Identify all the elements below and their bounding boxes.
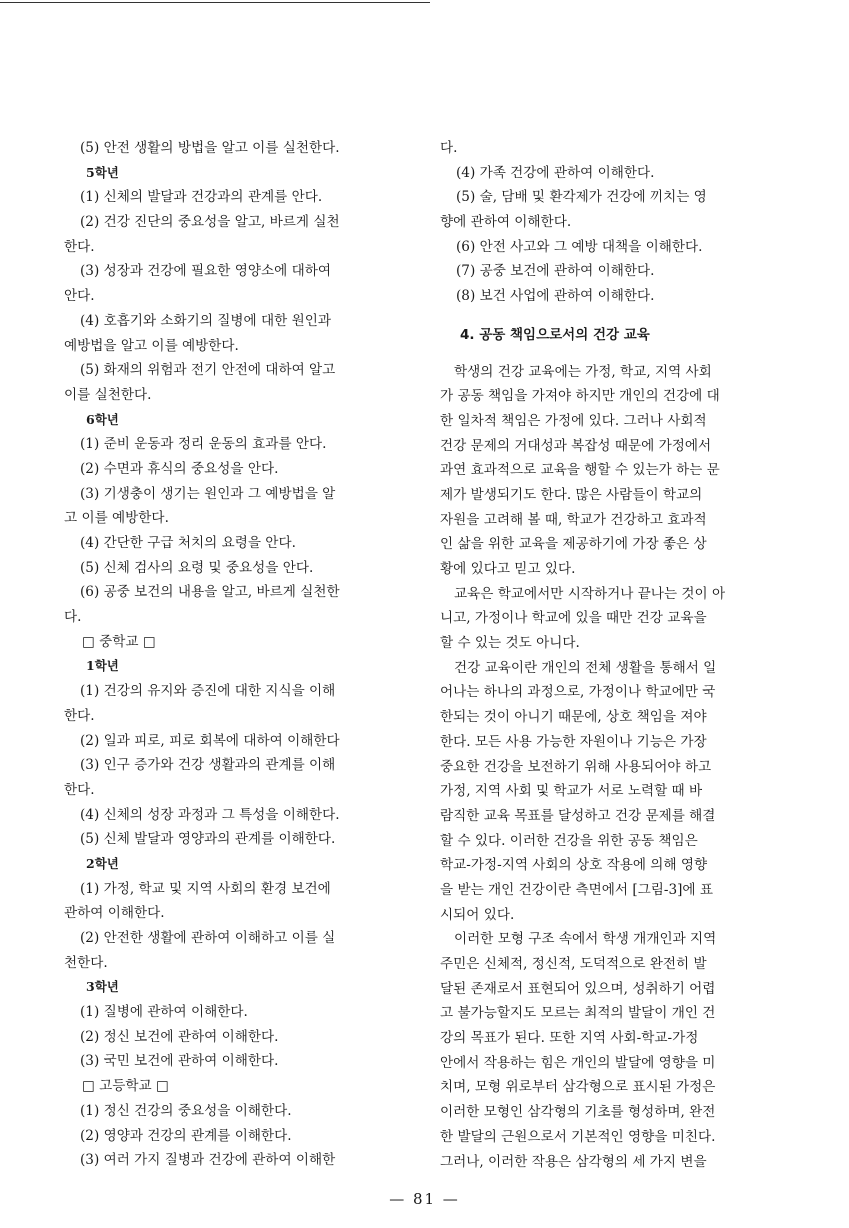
right-column xyxy=(440,136,782,1174)
text-line: 제가 발생되기도 한다. 많은 사람들이 학교의 xyxy=(440,486,703,503)
text-line: (1) 신체의 발달과 건강과의 관계를 안다. xyxy=(80,189,323,206)
text-line: 고 이를 예방한다. xyxy=(64,510,169,527)
text-line: 주민은 신체적, 정신적, 도덕적으로 완전히 발 xyxy=(440,956,707,972)
text-line: (5) 신체 발달과 영양과의 관계를 이해한다. xyxy=(80,831,336,848)
text-line: (8) 보건 사업에 관하여 이해한다. xyxy=(456,288,655,305)
text-line: (4) 가족 건강에 관하여 이해한다. xyxy=(456,164,655,181)
text-line: 한 일차적 책임은 가정에 있다. 그러나 사회적 xyxy=(440,412,707,429)
section-heading: 4. 공동 책임으로서의 건강 교육 xyxy=(460,326,650,343)
text-line: 시되어 있다. xyxy=(440,906,515,923)
text-line: 달된 존재로서 표현되어 있으며, 성취하기 어렵 xyxy=(440,980,716,997)
text-line: (3) 국민 보건에 관하여 이해한다. xyxy=(80,1053,279,1070)
grade-heading: 1학년 xyxy=(86,658,119,674)
text-line: (6) 공중 보건의 내용을 알고, 바르게 실천한 xyxy=(80,584,340,601)
text-line: (1) 질병에 관하여 이해한다. xyxy=(80,1004,248,1021)
text-line: 인 삶을 위한 교육을 제공하기에 가장 좋은 상 xyxy=(440,536,707,553)
text-line: 한다. xyxy=(64,707,95,724)
text-line: (2) 안전한 생활에 관하여 이해하고 이를 실 xyxy=(80,930,336,946)
text-line: 이를 실천한다. xyxy=(64,386,152,403)
text-line: 한되는 것이 아니기 때문에, 상호 책임을 져야 xyxy=(440,709,707,726)
text-line: 을 받는 개인 건강이란 측면에서 [그림-3]에 표 xyxy=(440,881,714,898)
text-line: 학교-가정-지역 사회의 상호 작용에 의해 영향 xyxy=(440,857,708,874)
text-line: (7) 공중 보건에 관하여 이해한다. xyxy=(456,263,655,280)
page-number: — 81 — xyxy=(389,1190,460,1208)
text-line: (4) 호흡기와 소화기의 질병에 대한 원인과 xyxy=(80,312,331,329)
text-line: (4) 간단한 구급 처치의 요령을 안다. xyxy=(80,535,296,551)
text-line: 다. xyxy=(64,609,82,626)
text-line: 천한다. xyxy=(64,954,108,971)
grade-heading: 3학년 xyxy=(86,979,119,995)
text-line: (3) 인구 증가와 건강 생활과의 관계를 이해 xyxy=(80,757,336,774)
text-line: (4) 신체의 성장 과정과 그 특성을 이해한다. xyxy=(80,806,340,823)
text-line: 교육은 학교에서만 시작하거나 끝나는 것이 아 xyxy=(454,585,726,602)
text-line: 가정, 지역 사회 및 학교가 서로 노력할 때 바 xyxy=(440,783,703,800)
text-line: (2) 건강 진단의 중요성을 알고, 바르게 실천 xyxy=(80,214,340,231)
text-line: 한 발달의 근원으로서 기본적인 영향을 미친다. xyxy=(440,1128,716,1145)
left-column xyxy=(64,136,416,1173)
text-line: 안에서 작용하는 힘은 개인의 발달에 영향을 미 xyxy=(440,1054,716,1071)
text-line: (1) 가정, 학교 및 지역 사회의 환경 보건에 xyxy=(80,880,331,897)
text-line: (2) 영양과 건강의 관계를 이해한다. xyxy=(80,1127,292,1144)
text-line: 안다. xyxy=(64,288,95,305)
text-line: 황에 있다고 믿고 있다. xyxy=(440,561,576,577)
school-heading: □ 고등학교 □ xyxy=(82,1078,169,1095)
text-line: 그러나, 이러한 작용은 삼각형의 세 가지 변을 xyxy=(440,1153,707,1170)
text-line: 중요한 건강을 보전하기 위해 사용되어야 하고 xyxy=(440,758,712,775)
text-line: 할 수 있는 것도 아니다. xyxy=(440,635,580,652)
text-line: 강의 목표가 된다. 또한 지역 사회-학교-가정 xyxy=(440,1030,699,1047)
text-line: (1) 건강의 유지와 증진에 대한 지식을 이해 xyxy=(80,683,336,700)
text-line: 자원을 고려해 볼 때, 학교가 건강하고 효과적 xyxy=(440,511,707,528)
text-line: (1) 준비 운동과 정리 운동의 효과를 안다. xyxy=(80,436,327,453)
top-rule xyxy=(0,2,430,3)
text-line: (2) 수면과 휴식의 중요성을 안다. xyxy=(80,460,279,477)
text-line: (3) 여러 가지 질병과 건강에 관하여 이해한 xyxy=(80,1152,336,1169)
text-line: 향에 관하여 이해한다. xyxy=(440,214,572,231)
grade-heading: 6학년 xyxy=(86,411,119,427)
text-line: (5) 화재의 위험과 전기 안전에 대하여 알고 xyxy=(80,362,336,379)
text-line: (2) 정신 보건에 관하여 이해한다. xyxy=(80,1028,279,1045)
text-line: (5) 신체 검사의 요령 및 중요성을 안다. xyxy=(80,559,314,576)
text-line: 니고, 가정이나 학교에 있을 때만 건강 교육을 xyxy=(440,610,707,627)
text-line: (5) 술, 담배 및 환각제가 건강에 끼치는 영 xyxy=(456,189,707,206)
text-line: (3) 성장과 건강에 필요한 영양소에 대하여 xyxy=(80,263,331,280)
text-line: 람직한 교육 목표를 달성하고 건강 문제를 해결 xyxy=(440,807,716,824)
grade-heading: 5학년 xyxy=(86,164,119,180)
text-line: (1) 정신 건강의 중요성을 이해한다. xyxy=(80,1102,292,1119)
text-line: 건강 문제의 거대성과 복잡성 때문에 가정에서 xyxy=(440,437,712,454)
text-line: 다. xyxy=(440,140,458,156)
text-line: 이러한 모형 구조 속에서 학생 개개인과 지역 xyxy=(454,931,717,948)
text-line: 과연 효과적으로 교육을 행할 수 있는가 하는 문 xyxy=(440,462,720,479)
text-line: (3) 기생충이 생기는 원인과 그 예방법을 알 xyxy=(80,485,336,502)
text-line: 치며, 모형 위로부터 삼각형으로 표시된 가정은 xyxy=(440,1079,716,1096)
school-heading: □ 중학교 □ xyxy=(82,633,156,650)
text-line: 할 수 있다. 이러한 건강을 위한 공동 책임은 xyxy=(440,832,698,849)
text-line: (6) 안전 사고와 그 예방 대책을 이해한다. xyxy=(456,238,703,255)
text-line: 건강 교육이란 개인의 전체 생활을 통해서 일 xyxy=(454,659,717,676)
text-line: 한다. 모든 사용 가능한 자원이나 기능은 가장 xyxy=(440,733,707,750)
text-line: 학생의 건강 교육에는 가정, 학교, 지역 사회 xyxy=(454,363,712,380)
text-line: 이러한 모형인 삼각형의 기초를 형성하며, 완전 xyxy=(440,1104,716,1121)
text-line: 한다. xyxy=(64,781,95,798)
text-line: (5) 안전 생활의 방법을 알고 이를 실천한다. xyxy=(80,140,340,156)
text-line: 관하여 이해한다. xyxy=(64,905,165,922)
text-line: 가 공동 책임을 가져야 하지만 개인의 건강에 대 xyxy=(440,388,720,405)
text-line: (2) 일과 피로, 피로 회복에 대하여 이해한다 xyxy=(80,732,340,749)
grade-heading: 2학년 xyxy=(86,855,119,871)
text-line: 고 불가능할지도 모르는 최적의 발달이 개인 건 xyxy=(440,1005,716,1022)
text-line: 어나는 하나의 과정으로, 가정이나 학교에만 국 xyxy=(440,684,716,701)
text-line: 예방법을 알고 이를 예방한다. xyxy=(64,337,239,354)
text-line: 한다. xyxy=(64,238,95,255)
